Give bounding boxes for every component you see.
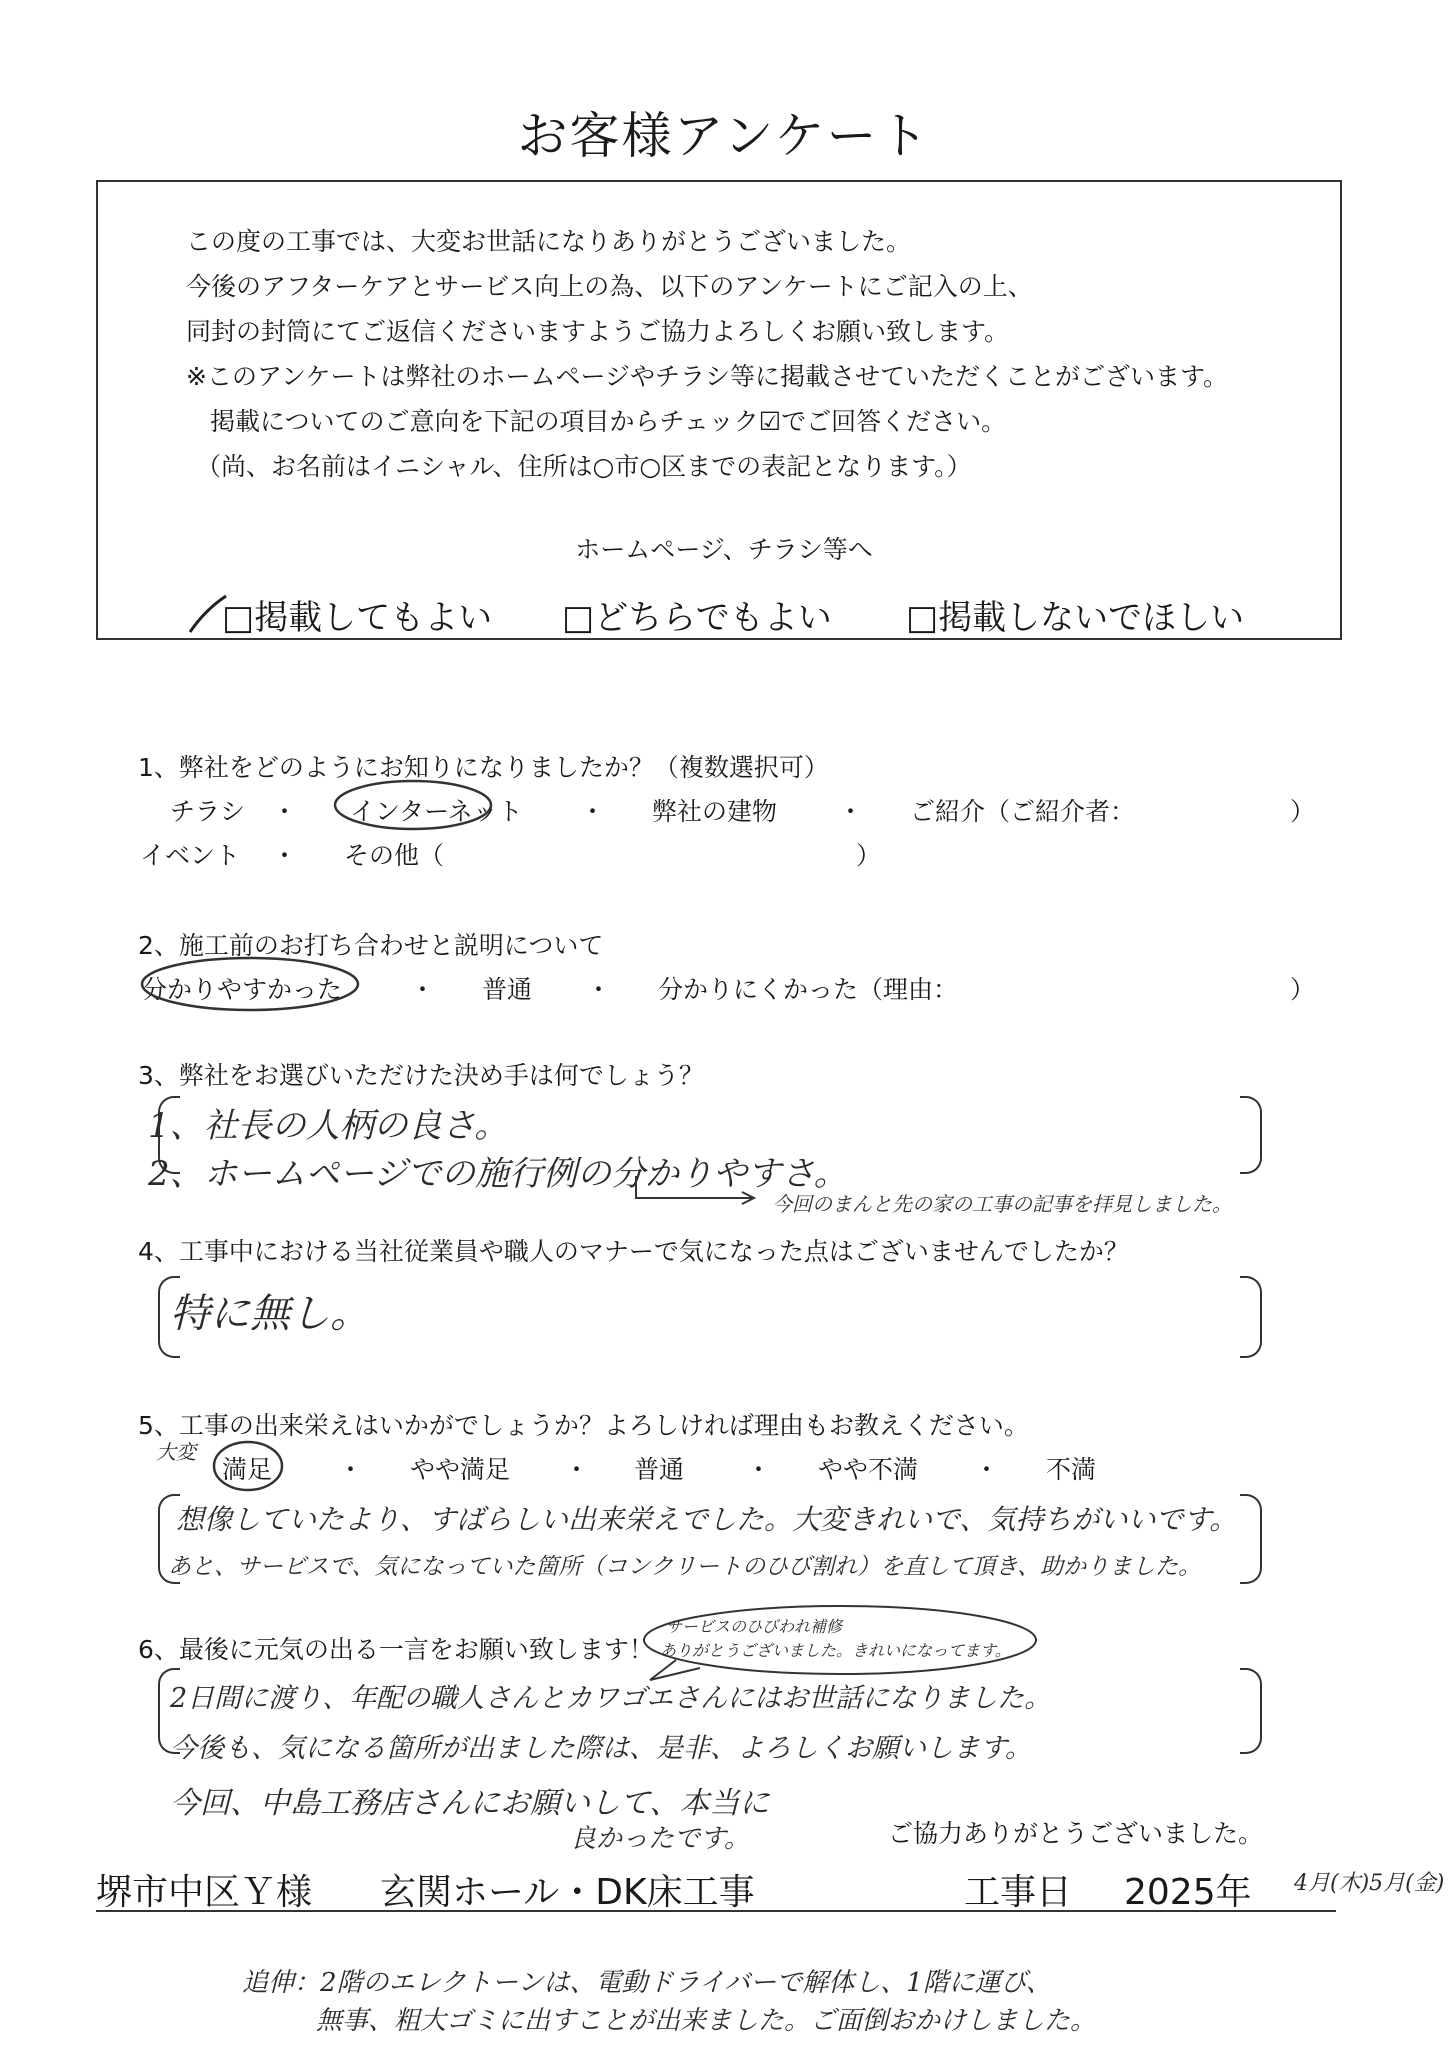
intro-line: この度の工事では、大変お世話になりありがとうございました。 [186,227,912,256]
q5-option[interactable]: やや不満 [818,1455,919,1484]
publish-heading: ホームページ、チラシ等へ [575,535,873,564]
intro-line: 同封の封筒にてご返信くださいますようご協力よろしくお願い致します。 [186,317,1010,346]
q1-separator: ・ [272,841,298,870]
q6-bubble-line: ありがとうございました。きれいになってます。 [660,1641,1011,1660]
q6-answer-line: 今後も、気になる箇所が出ました際は、是非、よろしくお願いします。 [170,1733,1032,1764]
q1-option[interactable]: インターネット [350,797,523,826]
q5-option[interactable]: やや満足 [410,1455,511,1484]
q5-answer-line: あと、サービスで、気になっていた箇所（コンクリートのひび割れ）を直して頂き、助かりました。 [168,1554,1202,1580]
q5-separator: ・ [338,1455,364,1484]
page-title: お客様アンケート [517,107,931,165]
publish-option-ok[interactable]: □掲載してもよい [222,598,493,638]
q1-option[interactable]: 弊社の建物 [652,797,778,826]
customer-name: 堺市中区Ｙ様 [96,1872,313,1913]
q6-answer-line: 2日間に渡り、年配の職人さんとカワゴエさんにはお世話になりました。 [170,1683,1052,1714]
q2-answer-circle [142,958,358,1010]
thanks-text: ご協力ありがとうございました。 [888,1819,1264,1848]
q5-answer-circle [214,1442,282,1490]
publish-option-no[interactable]: □掲載しないでほしい [906,598,1245,638]
q5-option[interactable]: 普通 [634,1455,685,1484]
q6-answer-line: 今回、中島工務店さんにお願いして、本当に [170,1786,770,1821]
postscript-line: 無事、粗大ゴミに出すことが出来ました。ご面倒おかけしました。 [316,2006,1097,2036]
question-1: 1、弊社をどのようにお知りになりましたか？（複数選択可） [138,753,829,782]
q1-paren: ） [1290,797,1316,826]
q6-bubble-line: サービスのひびわれ補修 [666,1617,843,1636]
q2-paren: ） [1290,975,1316,1004]
q1-separator: ・ [580,797,606,826]
intro-line: 掲載についてのご意向を下記の項目からチェック☑でご回答ください。 [210,407,1007,436]
q1-separator: ・ [838,797,864,826]
question-3: 3、弊社をお選びいただけた決め手は何でしょう？ [138,1061,704,1090]
q1-option[interactable]: チラシ [170,797,246,826]
publish-option-either[interactable]: □どちらでもよい [562,598,832,638]
work-date-month: 4月(木)5月(金) [1294,1871,1445,1896]
q1-option[interactable]: その他（ [344,841,445,870]
intro-line: ※このアンケートは弊社のホームページやチラシ等に掲載させていただくことがございます。 [186,362,1228,391]
postscript-line: 追伸：2階のエレクトーンは、電動ドライバーで解体し、1階に運び、 [242,1968,1052,1998]
question-4: 4、工事中における当社従業員や職人のマナーで気になった点はございませんでしたか？ [138,1237,1129,1266]
intro-line: （尚、お名前はイニシャル、住所は○市○区までの表記となります。） [196,452,972,481]
question-6: 6、最後に元気の出る一言をお願い致します！ [138,1635,654,1664]
q1-separator: ・ [272,797,298,826]
q5-separator: ・ [746,1455,772,1484]
q2-option[interactable]: 普通 [482,975,533,1004]
q2-option[interactable]: 分かりやすかった [142,975,343,1004]
work-date-label: 工事日 [964,1872,1073,1913]
q2-separator: ・ [410,975,436,1004]
question-5: 5、工事の出来栄えはいかがでしょうか？よろしければ理由もお教えください。 [138,1411,1029,1440]
q5-option[interactable]: 不満 [1046,1455,1097,1484]
intro-line: 今後のアフターケアとサービス向上の為、以下のアンケートにご記入の上、 [186,272,1033,301]
q3-answer-line: 1、社長の人柄の良さ。 [148,1106,509,1146]
q5-separator: ・ [564,1455,590,1484]
q1-paren: ） [856,841,882,870]
q5-handwritten-mark: 大変 [156,1440,196,1464]
question-2: 2、施工前のお打ち合わせと説明について [138,931,604,960]
q5-option[interactable]: 満足 [222,1455,273,1484]
q6-answer-line: 良かったです。 [570,1824,750,1854]
q4-answer: 特に無し。 [170,1291,370,1337]
q1-option[interactable]: イベント [140,841,241,870]
q2-separator: ・ [586,975,612,1004]
work-date-year: 2025年 [1124,1872,1252,1913]
q1-option[interactable]: ご紹介（ご紹介者： [910,797,1136,826]
q1-answer-circle [335,781,491,829]
q3-answer-line: 2、ホームページでの施行例の分かりやすさ。 [148,1154,848,1194]
publish-check-mark [190,596,226,632]
q2-option[interactable]: 分かりにくかった（理由： [658,975,959,1004]
q5-separator: ・ [974,1455,1000,1484]
q5-answer-line: 想像していたより、すばらしい出来栄えでした。大変きれいで、気持ちがいいです。 [176,1503,1238,1536]
q3-note: 今回のまんと先の家の工事の記事を拝見しました。 [772,1192,1232,1216]
work-description: 玄関ホール・DK床工事 [380,1872,755,1913]
q3-note-arrow [636,1176,752,1198]
